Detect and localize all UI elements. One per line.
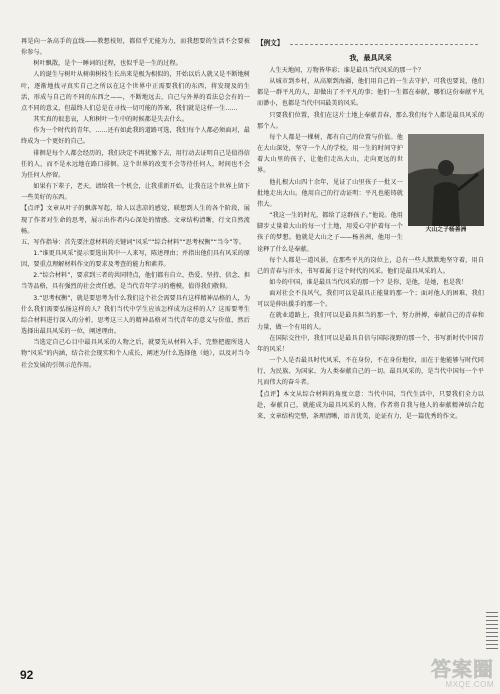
essay-paragraph: 每个人都是一棵树，都有自己的位置与价值。他在大山深处，坚守一个人的学校，用一生的时间守护着大山里的孩子，让他们走出大山，走向更远的世界。 — [257, 133, 403, 175]
essay-paragraph: 如今的中国，谁是最具当代风采的那一个？是你，是他，是她，也是我！ — [269, 278, 468, 286]
essay-paragraph: 他扎根大山四十余年，见证了山里孩子一批又一批地走出大山。他用自己的行动证明：平凡也能铸就伟大。 — [257, 178, 403, 208]
left-paragraph: 作为一个时代的青年，……还有如此我的道路可选，我们每个人都必须面对，最终成为一个更好的自己。 — [21, 127, 250, 146]
essay-paragraph: 在就业道路上，我们可以是最具担当的那一个，努力拼搏，奉献自己的青春和力量，做一个有用的人。 — [257, 312, 484, 331]
watermark-text: 答案圈 — [431, 657, 494, 681]
left-paragraph: 徘徊是每个人都会经历的，我们决定不再犹豫下去，用行动去证明自己是值得信任的人，而不是永远地在路口徘徊。这个世界的改变不会等待任何人，时间也不会为任何人停留。 — [21, 149, 250, 179]
essay-paragraph: “我这一生的时光，都给了这群孩子。”他说。他用脚步丈量着大山的每一寸土地，用爱心守护着每一个孩子的梦想。他就是大山之子——杨善洲，他用一生诠释了什么是奉献。 — [257, 212, 403, 253]
essay-paragraph: 【点评】本文从综合材料的角度立意：当代中国，当代生活中，只要我们全力以赴，奉献自己，就能成为最具风采的人物。作者将自我与他人的奉献精神结合起来，文章结构完整，条理清晰，语言优美，论证有力，是一篇优秀的作文。 — [257, 390, 484, 420]
essay-paragraph: 一个人是否最具时代风采，不在身份，不在身份地位，而在于他能够与时代同行，为民族、为国家、为人类奉献自己的一切。最具风采的，是当代中国每一个平凡而伟大的奋斗者。 — [257, 357, 484, 387]
essay-body — [257, 65, 484, 422]
watermark-url: MXQE.COM — [445, 680, 494, 689]
right-column — [257, 36, 484, 422]
essay-paragraph: 从城市到乡村，从高原到海疆，他们用自己的一生去守护，可我也要说，他们都是一群平凡的人，却做出了不平凡的事；他们一生都在奉献，哪怕这份奉献平凡而渺小，也都是当代中国最美的风采。 — [257, 78, 484, 108]
left-column — [21, 36, 250, 371]
margin-dashes — [486, 612, 498, 652]
essay-paragraph: 只要我们位置，我们在这片土地上奉献青春，那么我们每个人都是最具风采的那个人。 — [257, 111, 484, 130]
left-paragraph: 2.“综合材料”，要求到三者的共同特点，他们都有自立、热爱、坚持、信念、担当等品格，具有强烈的社会责任感，是当代青年学习的楷模，值得我们敬仰。 — [21, 272, 251, 291]
photo-figure — [408, 134, 484, 235]
left-paragraph: 其实真的很悲哀，人和树叶一生中的时候都是失去什么。 — [33, 116, 189, 124]
header-rule — [290, 44, 478, 45]
essay-title: 我，最具风采 — [349, 54, 392, 62]
essay-paragraph: 人生天地间，万物皆华彩；谁是最具当代风采的那一个？ — [269, 67, 425, 74]
example-header — [257, 38, 484, 50]
essay-paragraph: 在国际交往中，我们可以是最具自信与国际视野的那一个，书写新时代中国青年的风采！ — [257, 334, 484, 353]
page-number: 92 — [20, 668, 34, 682]
left-paragraph: 如果有下辈子，老天，请给我一个机会，让我重新开始，让我在这个世界上留下一些美好的东西。 — [21, 183, 250, 202]
watermark-logo — [394, 658, 494, 690]
example-tag: 【例文】 — [257, 39, 284, 48]
left-paragraph: 当选定自己心目中最具风采的人物之后，就要先从材料入手，完整把握所选人物“风采”的内涵，结合社会现实和个人成长，阐述为什么选择他（她），以及对当今社会发展的引领示范作用。 — [21, 339, 250, 369]
left-paragraph: 树叶飘散，是个一睡词的过程，也似乎是一生的过程。 — [33, 60, 182, 68]
left-paragraph: 【点评】文章从叶子的飘落写起，给人以悲凉的感觉，联想到人生的各个阶段，展现了作者对生命的思考，展示出作者内心深处的情感。文章结构清晰，行文自然流畅。 — [21, 205, 250, 235]
photo-caption: 大山之子杨善洲 — [425, 226, 467, 233]
left-paragraph: 3.“思考权衡”，就是要思考为什么我们这个社会需要具有这样精神品格的人，为什么我们需要弘扬这样的人？我们当代中学生应该怎样成为这样的人？这需要考生综合材料进行深入的分析，思考这三人的精神品格对当代青年的意义与价值，然后选择出最具风采的一位，阐述理由。 — [21, 294, 251, 336]
essay-paragraph: 每个人都是一道风景，在那些平凡的岗位上，总有一些人默默地坚守着，用自己的青春与汗水，书写着属于这个时代的风采。他们是最具风采的人。 — [257, 256, 484, 275]
left-paragraph: 1.“谁更具风采”提示要选出其中一人来写，陈述理由；并指出他们具有风采的原因，要重点理解材料作文的要求及考查的能力和素养。 — [21, 249, 251, 269]
left-paragraph: 再是向一条高手的直线——教想枝短，都似乎无能为力，而我想要的生活不会要被你参与。 — [21, 38, 250, 57]
left-paragraph: 五、写作指导：首先要注意材料的关键词“风采”“综合材料”“思考权衡”“当今”等。 — [21, 238, 245, 246]
portrait-photo — [408, 134, 484, 226]
essay-paragraph: 面对社会不良风气，我们可以是最具正能量的那一个；面对他人的困难，我们可以是伸出援手的那一个。 — [257, 290, 484, 309]
left-paragraph: 人的诞生与树叶从树萌树枝生长出来是极为相似的，开始以后人就又是不断地树叶，逐渐地找寻真实自己之所以在这个世界中正需要我们的东西，将发现及的生活，形成与自己的不同的东西之——，不断地远去，自己与外界的看法总会有的一点不同的意义，但最终人们总是在寻找一切可能的答案，我们就是这样一生…… — [21, 71, 250, 112]
